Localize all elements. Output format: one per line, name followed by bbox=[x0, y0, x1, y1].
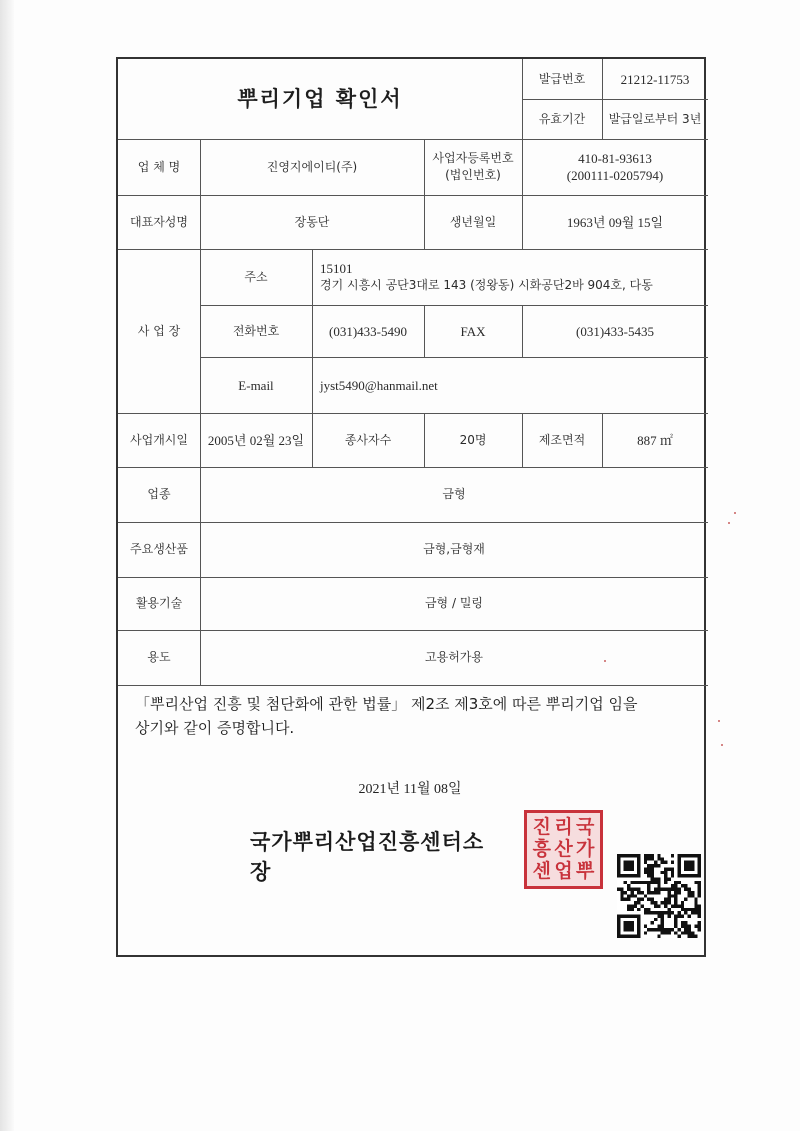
main-products-label: 주요생산품 bbox=[130, 542, 188, 556]
issue-number-label: 발급번호 bbox=[538, 71, 586, 86]
registration-value-line2: (200111-0205794) bbox=[566, 168, 664, 183]
industry-value: 금형 bbox=[442, 487, 466, 501]
area-label: 제조면적 bbox=[538, 432, 586, 447]
business-site-label: 사 업 장 bbox=[137, 323, 181, 338]
email-label: E-mail bbox=[238, 377, 274, 393]
registration-number-label bbox=[424, 139, 522, 195]
start-date-label: 사업개시일 bbox=[130, 432, 188, 447]
paper-edge bbox=[0, 0, 14, 1131]
purpose-value: 고용허가용 bbox=[425, 650, 483, 664]
seal-glyph: 흥 bbox=[532, 837, 551, 860]
seal-glyph: 뿌 bbox=[575, 859, 595, 882]
technology-value: 금형 / 밀링 bbox=[424, 596, 484, 610]
qr-code bbox=[617, 853, 701, 939]
seal-glyph: 센 bbox=[532, 859, 551, 882]
company-name-label: 업 체 명 bbox=[137, 159, 181, 174]
address-value bbox=[312, 249, 708, 305]
representative-value: 장동단 bbox=[294, 214, 330, 229]
phone-value: (031)433-5490 bbox=[329, 323, 407, 339]
address-label: 주소 bbox=[244, 269, 268, 284]
phone-label: 전화번호 bbox=[232, 323, 280, 338]
statement-line-2: 상기와 같이 증명합니다. bbox=[135, 719, 295, 737]
validity-label: 유효기간 bbox=[538, 111, 586, 126]
birth-date-value: 1963년 09월 15일 bbox=[566, 214, 664, 230]
employees-value: 20명 bbox=[459, 432, 487, 447]
registration-label-line2: (법인번호) bbox=[445, 168, 501, 182]
certification-statement bbox=[135, 692, 695, 740]
registration-number-value bbox=[522, 139, 708, 195]
seal-glyph: 리 bbox=[554, 816, 573, 839]
document-title: 뿌리기업 확인서 bbox=[237, 86, 403, 111]
seal-glyph: 가 bbox=[575, 837, 595, 860]
validity-value: 발급일로부터 3년 bbox=[608, 111, 702, 126]
seal-glyph: 업 bbox=[554, 859, 573, 882]
employees-label: 종사자수 bbox=[344, 432, 392, 447]
issue-date: 2021년 11월 08일 bbox=[358, 782, 462, 797]
representative-label: 대표자성명 bbox=[130, 214, 188, 229]
certificate-frame bbox=[116, 57, 706, 957]
company-name-value: 진영지에이티(주) bbox=[266, 159, 358, 174]
seal-glyph: 산 bbox=[554, 837, 573, 860]
technology-label: 활용기술 bbox=[135, 596, 183, 610]
seal-glyph: 진 bbox=[532, 816, 551, 839]
purpose-label: 용도 bbox=[147, 650, 171, 664]
issuer-name: 국가뿌리산업진흥센터소장 bbox=[250, 830, 485, 884]
fax-value: (031)433-5435 bbox=[576, 323, 654, 339]
issue-number-value: 21212-11753 bbox=[620, 71, 690, 87]
area-value: 887 ㎡ bbox=[637, 432, 673, 448]
registration-label-line1: 사업자등록번호 bbox=[432, 151, 514, 165]
street-address: 경기 시흥시 공단3대로 143 (정왕동) 시화공단2바 904호, 다동 bbox=[320, 278, 653, 292]
industry-label: 업종 bbox=[147, 487, 171, 501]
statement-line-1: 「뿌리산업 진흥 및 첨단화에 관한 법률」 제2조 제3호에 따른 뿌리기업 임을 bbox=[135, 695, 638, 713]
registration-value-line1: 410-81-93613 bbox=[578, 151, 652, 166]
birth-date-label: 생년월일 bbox=[449, 214, 497, 229]
start-date-value: 2005년 02월 23일 bbox=[207, 432, 305, 448]
email-value: jyst5490@hanmail.net bbox=[320, 377, 438, 393]
fax-label: FAX bbox=[460, 323, 486, 339]
official-seal bbox=[524, 810, 603, 889]
zip-code: 15101 bbox=[320, 261, 353, 276]
seal-glyph: 국 bbox=[575, 816, 595, 839]
main-products-value: 금형,금형재 bbox=[423, 542, 485, 556]
